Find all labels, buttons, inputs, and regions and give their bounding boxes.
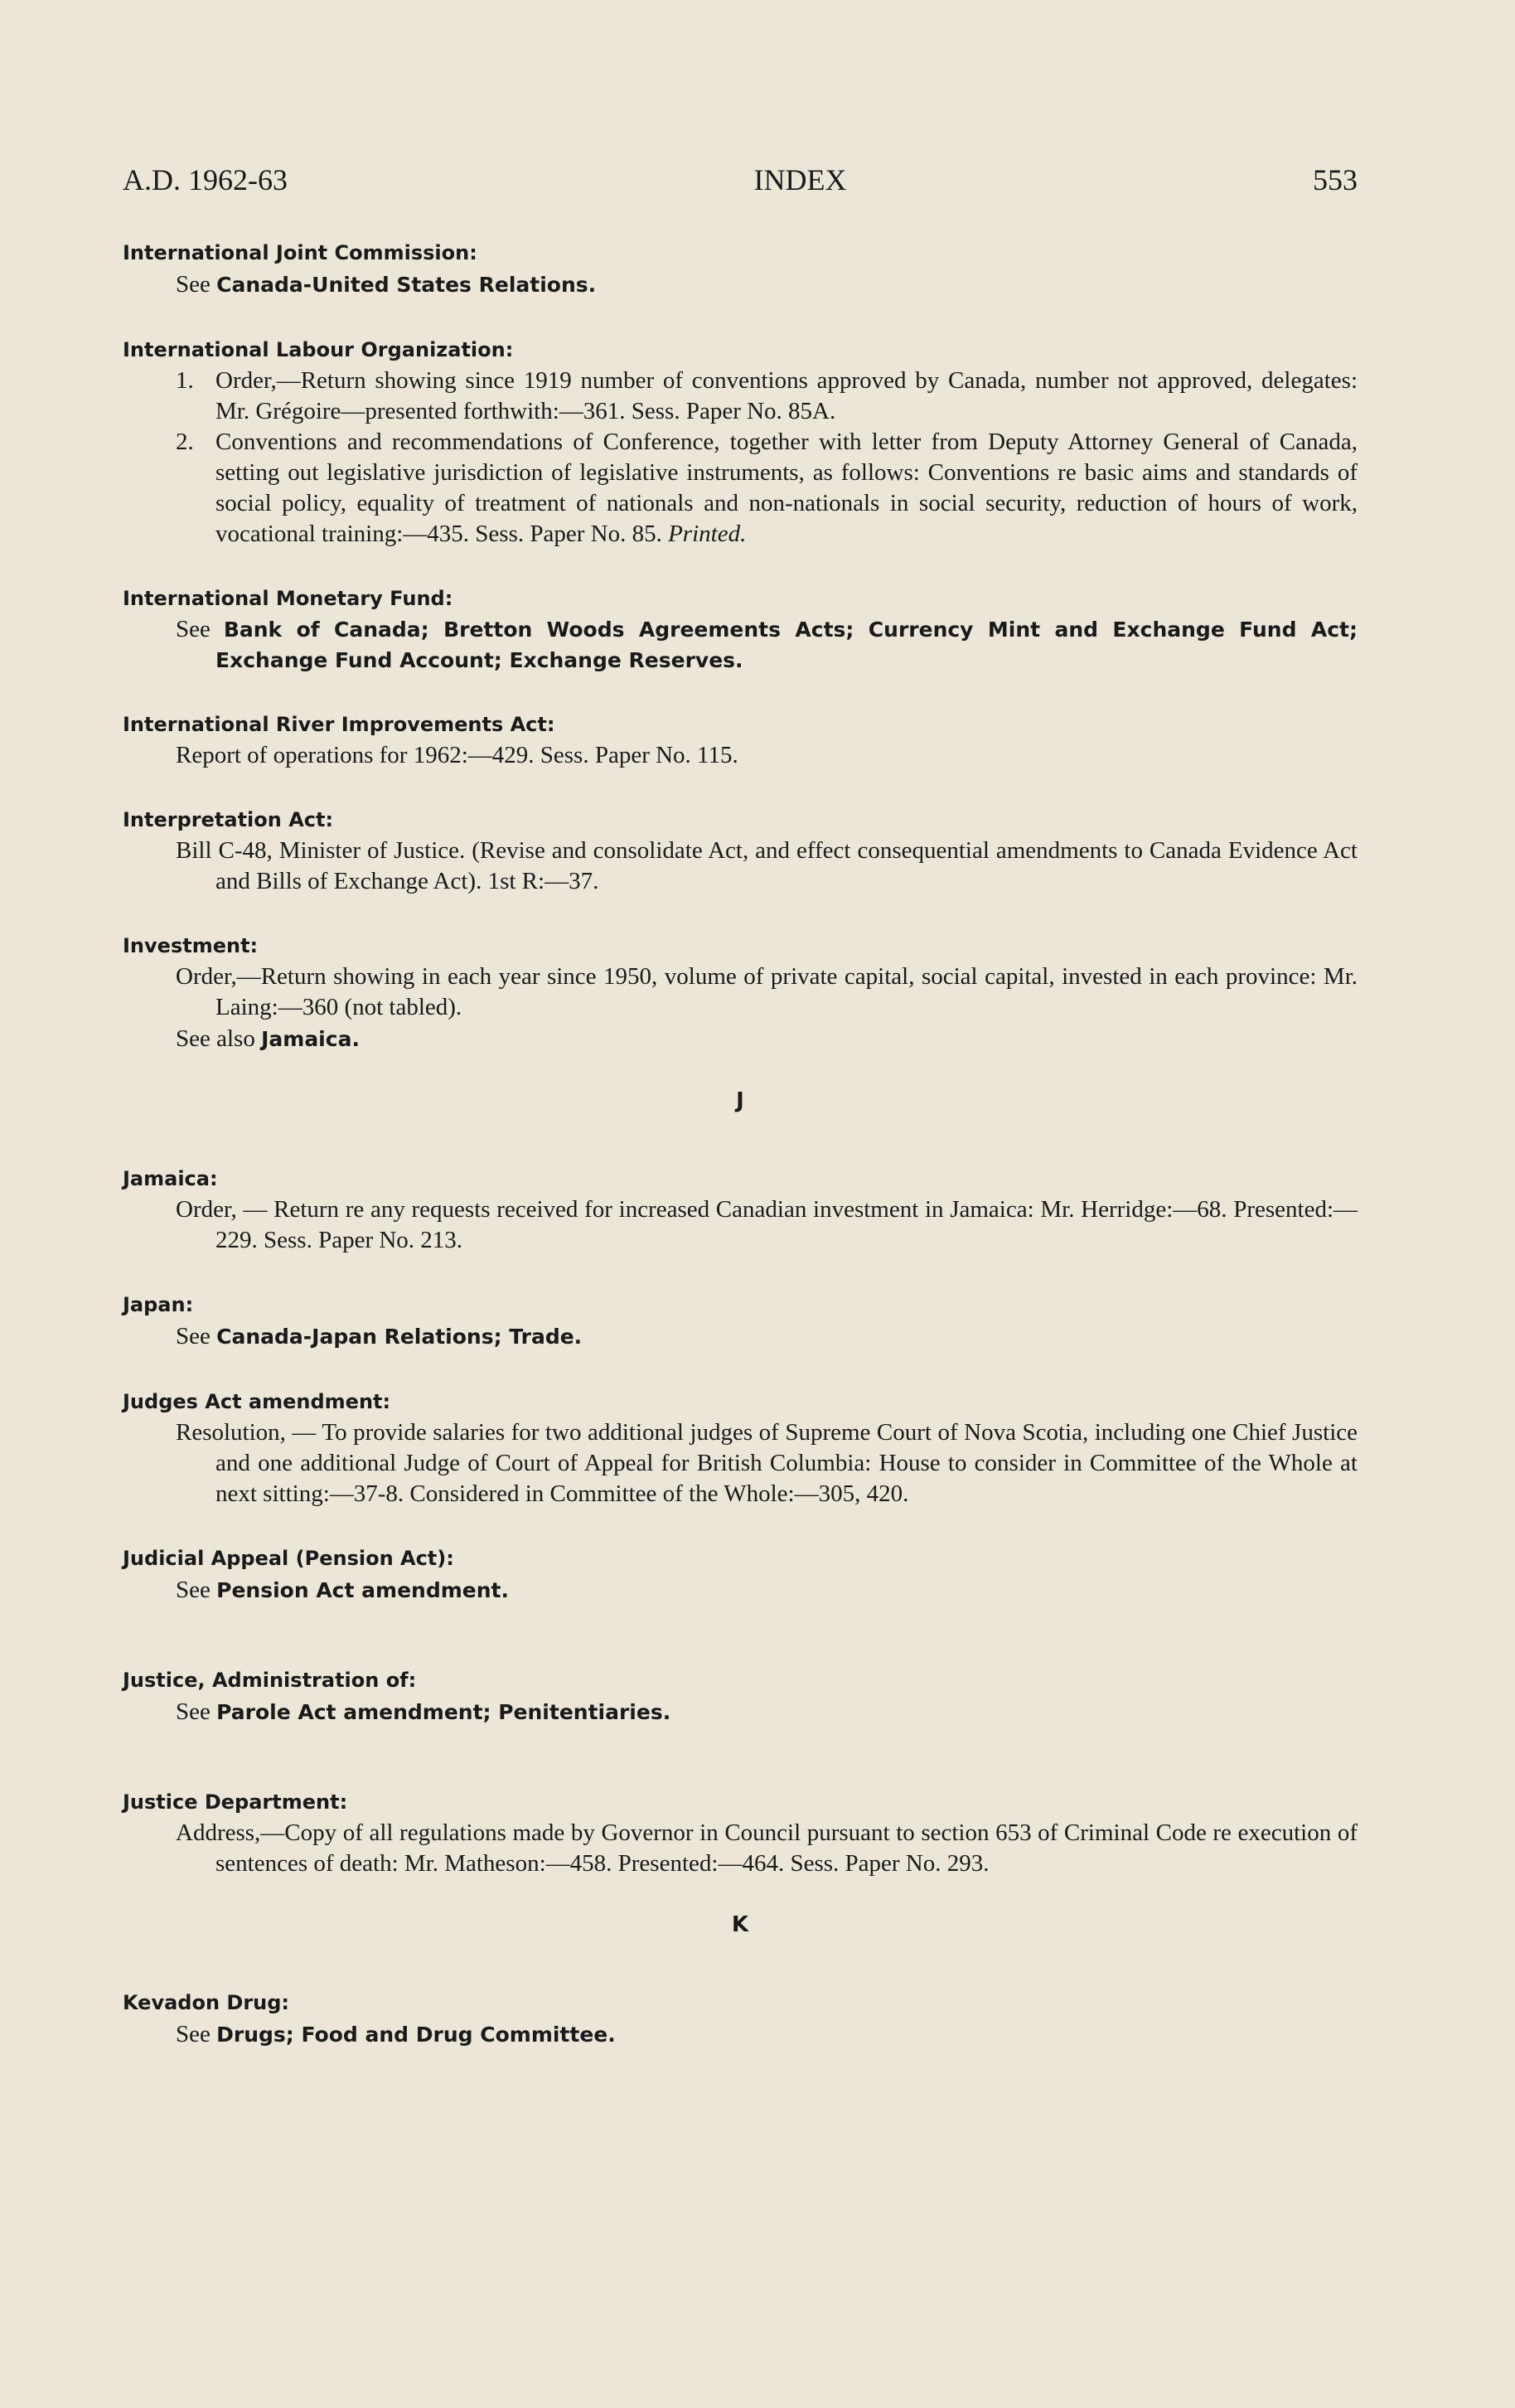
entry-investment — [123, 930, 1358, 1055]
index-content — [123, 237, 1358, 2084]
entry-heading: International Monetary Fund: — [123, 587, 453, 610]
entry-heading: Judicial Appeal (Pension Act): — [123, 1547, 454, 1570]
page-header — [123, 162, 1358, 197]
entry-jamaica — [123, 1163, 1358, 1256]
entry-heading: Kevadon Drug: — [123, 1991, 290, 2014]
see-reference: See Canada-Japan Relations; Trade. — [176, 1323, 583, 1349]
entry-judicial-appeal — [123, 1543, 1358, 1606]
entry-heading: International Joint Commission: — [123, 241, 477, 264]
numbered-item: 2. Conventions and recommendations of Conference, together with letter from Deputy Attorney General of Canada, setting out legislative jurisdiction of legislative instruments, as follows: Conventions re basic aims and standards of social policy, equality of treatment of nationals and non-nationals in social security, reduction of hours of work, vocational training:—435. Sess. Paper No. 85. Printed. — [176, 429, 1358, 547]
entry-justice-administration — [123, 1664, 1358, 1728]
entry-text: Report of operations for 1962:—429. Sess. Paper No. 115. — [176, 742, 738, 768]
header-year: A.D. 1962-63 — [123, 163, 288, 196]
entry-kevadon-drug — [123, 1987, 1358, 2051]
see-reference: See Drugs; Food and Drug Committee. — [176, 2021, 616, 2047]
entry-heading: Justice, Administration of: — [123, 1669, 417, 1692]
see-reference: See Bank of Canada; Bretton Woods Agreements Acts; Currency Mint and Exchange Fund Act; Exchange Fund Account; Exchange Reserves. — [176, 616, 1358, 672]
page-number: 553 — [1313, 163, 1358, 196]
see-also-reference: See also Jamaica. — [176, 1025, 360, 1052]
entry-heading: International River Improvements Act: — [123, 713, 555, 736]
entry-text: Order,—Return showing in each year since 1950, volume of private capital, social capital, invested in each province: Mr. Laing:—360 (not tabled). — [176, 963, 1358, 1020]
entry-japan — [123, 1289, 1358, 1353]
entry-heading: International Labour Organization: — [123, 338, 514, 361]
entry-heading: Interpretation Act: — [123, 808, 334, 831]
entry-heading: Justice Department: — [123, 1790, 348, 1814]
header-title: INDEX — [753, 163, 847, 196]
entry-text: Bill C-48, Minister of Justice. (Revise and consolidate Act, and effect consequential amendments to Canada Evidence Act and Bills of Exchange Act). 1st R:—37. — [176, 837, 1358, 894]
entry-international-labour-organization — [123, 334, 1358, 550]
see-reference: See Canada-United States Relations. — [176, 271, 597, 298]
entry-text: Address,—Copy of all regulations made by Governor in Council pursuant to section 653 of Criminal Code re execution of sentences of death: Mr. Matheson:—458. Presented:—464. Sess. Paper No. 293. — [176, 1819, 1358, 1877]
section-letter-j: J — [736, 1088, 744, 1113]
section-letter-k: K — [731, 1912, 749, 1937]
entry-heading: Judges Act amendment: — [123, 1390, 391, 1413]
entry-heading: Investment: — [123, 934, 259, 957]
numbered-item: 1. Order,—Return showing since 1919 number of conventions approved by Canada, number not approved, delegates: Mr. Grégoire—presented forthwith:—361. Sess. Paper No. 85A. — [176, 367, 1358, 424]
entry-international-river-improvements-act — [123, 709, 1358, 771]
entry-judges-act-amendment — [123, 1386, 1358, 1509]
entry-heading: Japan: — [123, 1293, 194, 1316]
see-reference: See Pension Act amendment. — [176, 1577, 509, 1603]
entry-international-joint-commission — [123, 237, 1358, 301]
entry-heading: Jamaica: — [123, 1167, 218, 1190]
entry-international-monetary-fund — [123, 583, 1358, 676]
entry-text: Resolution, — To provide salaries for two additional judges of Supreme Court of Nova Scotia, including one Chief Justice and one additional Judge of Court of Appeal for British Columbia: House to consider in Committee of the Whole at next sitting:—37-8. Considered in Committee of the Whole:—305, 420. — [176, 1419, 1358, 1507]
entry-justice-department — [123, 1786, 1358, 1879]
see-reference: See Parole Act amendment; Penitentiaries. — [176, 1698, 671, 1725]
entry-interpretation-act — [123, 804, 1358, 897]
entry-text: Order, — Return re any requests received for increased Canadian investment in Jamaica: Mr. Herridge:—68. Presented:—229. Sess. Paper No. 213. — [176, 1196, 1358, 1253]
